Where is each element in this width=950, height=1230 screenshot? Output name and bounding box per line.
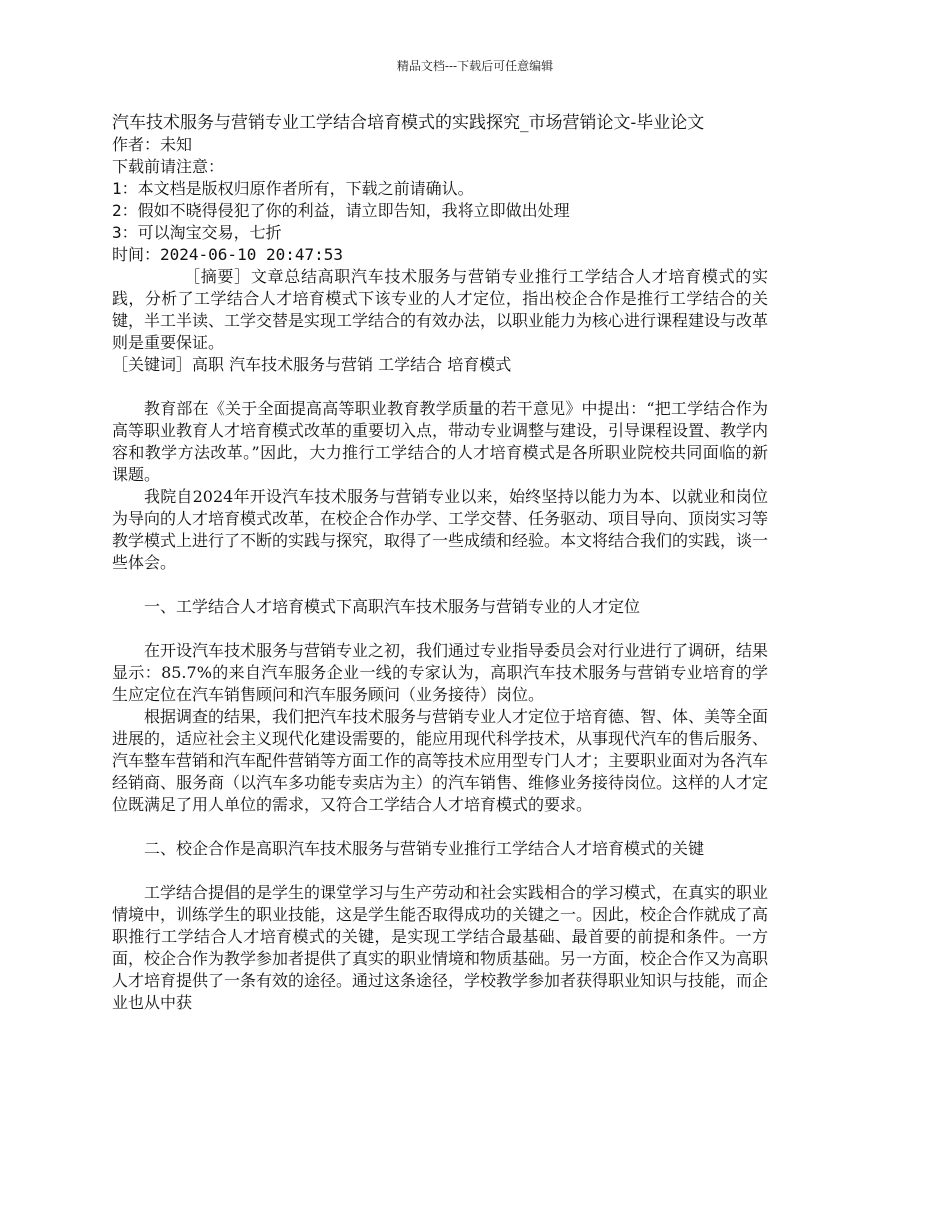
spacer [112,376,768,398]
header-text: 精品文档---下载后可任意编辑 [396,59,554,73]
notice-item: 1：本文档是版权归原作者所有，下载之前请确认。 [112,179,474,198]
section-heading: 二、校企合作是高职汽车技术服务与营销专业推行工学结合人才培育模式的关键 [144,839,705,858]
abstract: ［摘要］文章总结高职汽车技术服务与营销专业推行工学结合人才培育模式的实践，分析了工学结合人才培育模式下该专业的人才定位，指出校企合作是推行工学结合的关键，半工半读、工学交替是实现工学结合的有效办法，以职业能力为核心进行课程建设与改革则是重要保证。 [112,267,769,352]
page-header [0,57,950,74]
keywords: ［关键词］高职 汽车技术服务与营销 工学结合 培育模式 [112,355,512,374]
paragraph: 根据调查的结果，我们把汽车技术服务与营销专业人才定位于培育德、智、体、美等全面进展的，适应社会主义现代化建设需要的，能应用现代科学技术，从事现代汽车的售后服务、汽车整车营销和汽车配件营销等方面工作的高等技术应用型专门人才；主要职业面对为各汽车经销商、服务商（以汽车多功能专卖店为主）的汽车销售、维修业务接待岗位。这样的人才定位既满足了用人单位的需求，又符合工学结合人才培育模式的要求。 [112,707,769,814]
notice-item: 2：假如不晓得侵犯了你的利益，请立即告知，我将立即做出处理 [112,201,570,220]
spacer [112,816,768,838]
paragraph: 我院自2024年开设汽车技术服务与营销专业以来，始终坚持以能力为本、以就业和岗位为导向的人才培育模式改革，在校企合作办学、工学交替、任务驱动、项目导向、顶岗实习等教学模式上进行了不断的实践与探究，取得了一些成绩和经验。本文将结合我们的实践，谈一些体会。 [112,487,769,572]
spacer [112,860,768,882]
paragraph: 教育部在《关于全面提高高等职业教育教学质量的若干意见》中提出：“把工学结合作为高等职业教育人才培育模式改革的重要切入点，带动专业调整与建设，引导课程设置、教学内容和教学方法改革。”因此，大力推行工学结合的人才培育模式是各所职业院校共同面临的新课题。 [112,399,769,484]
notice-heading: 下载前请注意： [112,157,225,176]
paragraph: 工学结合提倡的是学生的课堂学习与生产劳动和社会实践相合的学习模式，在真实的职业情境中，训练学生的职业技能，这是学生能否取得成功的关键之一。因此，校企合作就成了高职推行工学结合人才培育模式的关键，是实现工学结合最基础、最首要的前提和条件。一方面，校企合作为教学参加者提供了真实的职业情境和物质基础。另一方面，校企合作又为高职人才培育提供了一条有效的途径。通过这条途径，学校教学参加者获得职业知识与技能，而企业也从中获 [112,883,769,1012]
spacer [112,574,768,596]
document-title: 汽车技术服务与营销专业工学结合培育模式的实践探究_市场营销论文-毕业论文 [112,113,705,133]
document-body [112,112,768,1014]
spacer [112,618,768,640]
author-line: 作者：未知 [112,135,193,154]
notice-item: 3：可以淘宝交易，七折 [112,223,282,242]
section-heading: 一、工学结合人才培育模式下高职汽车技术服务与营销专业的人才定位 [144,597,641,616]
timestamp: 时间：2024-06-10 20:47:53 [112,245,344,264]
paragraph: 在开设汽车技术服务与营销专业之初，我们通过专业指导委员会对行业进行了调研，结果显示：85.7%的来自汽车服务企业一线的专家认为，高职汽车技术服务与营销专业培育的学生应定位在汽车销售顾问和汽车服务顾问（业务接待）岗位。 [112,641,769,704]
